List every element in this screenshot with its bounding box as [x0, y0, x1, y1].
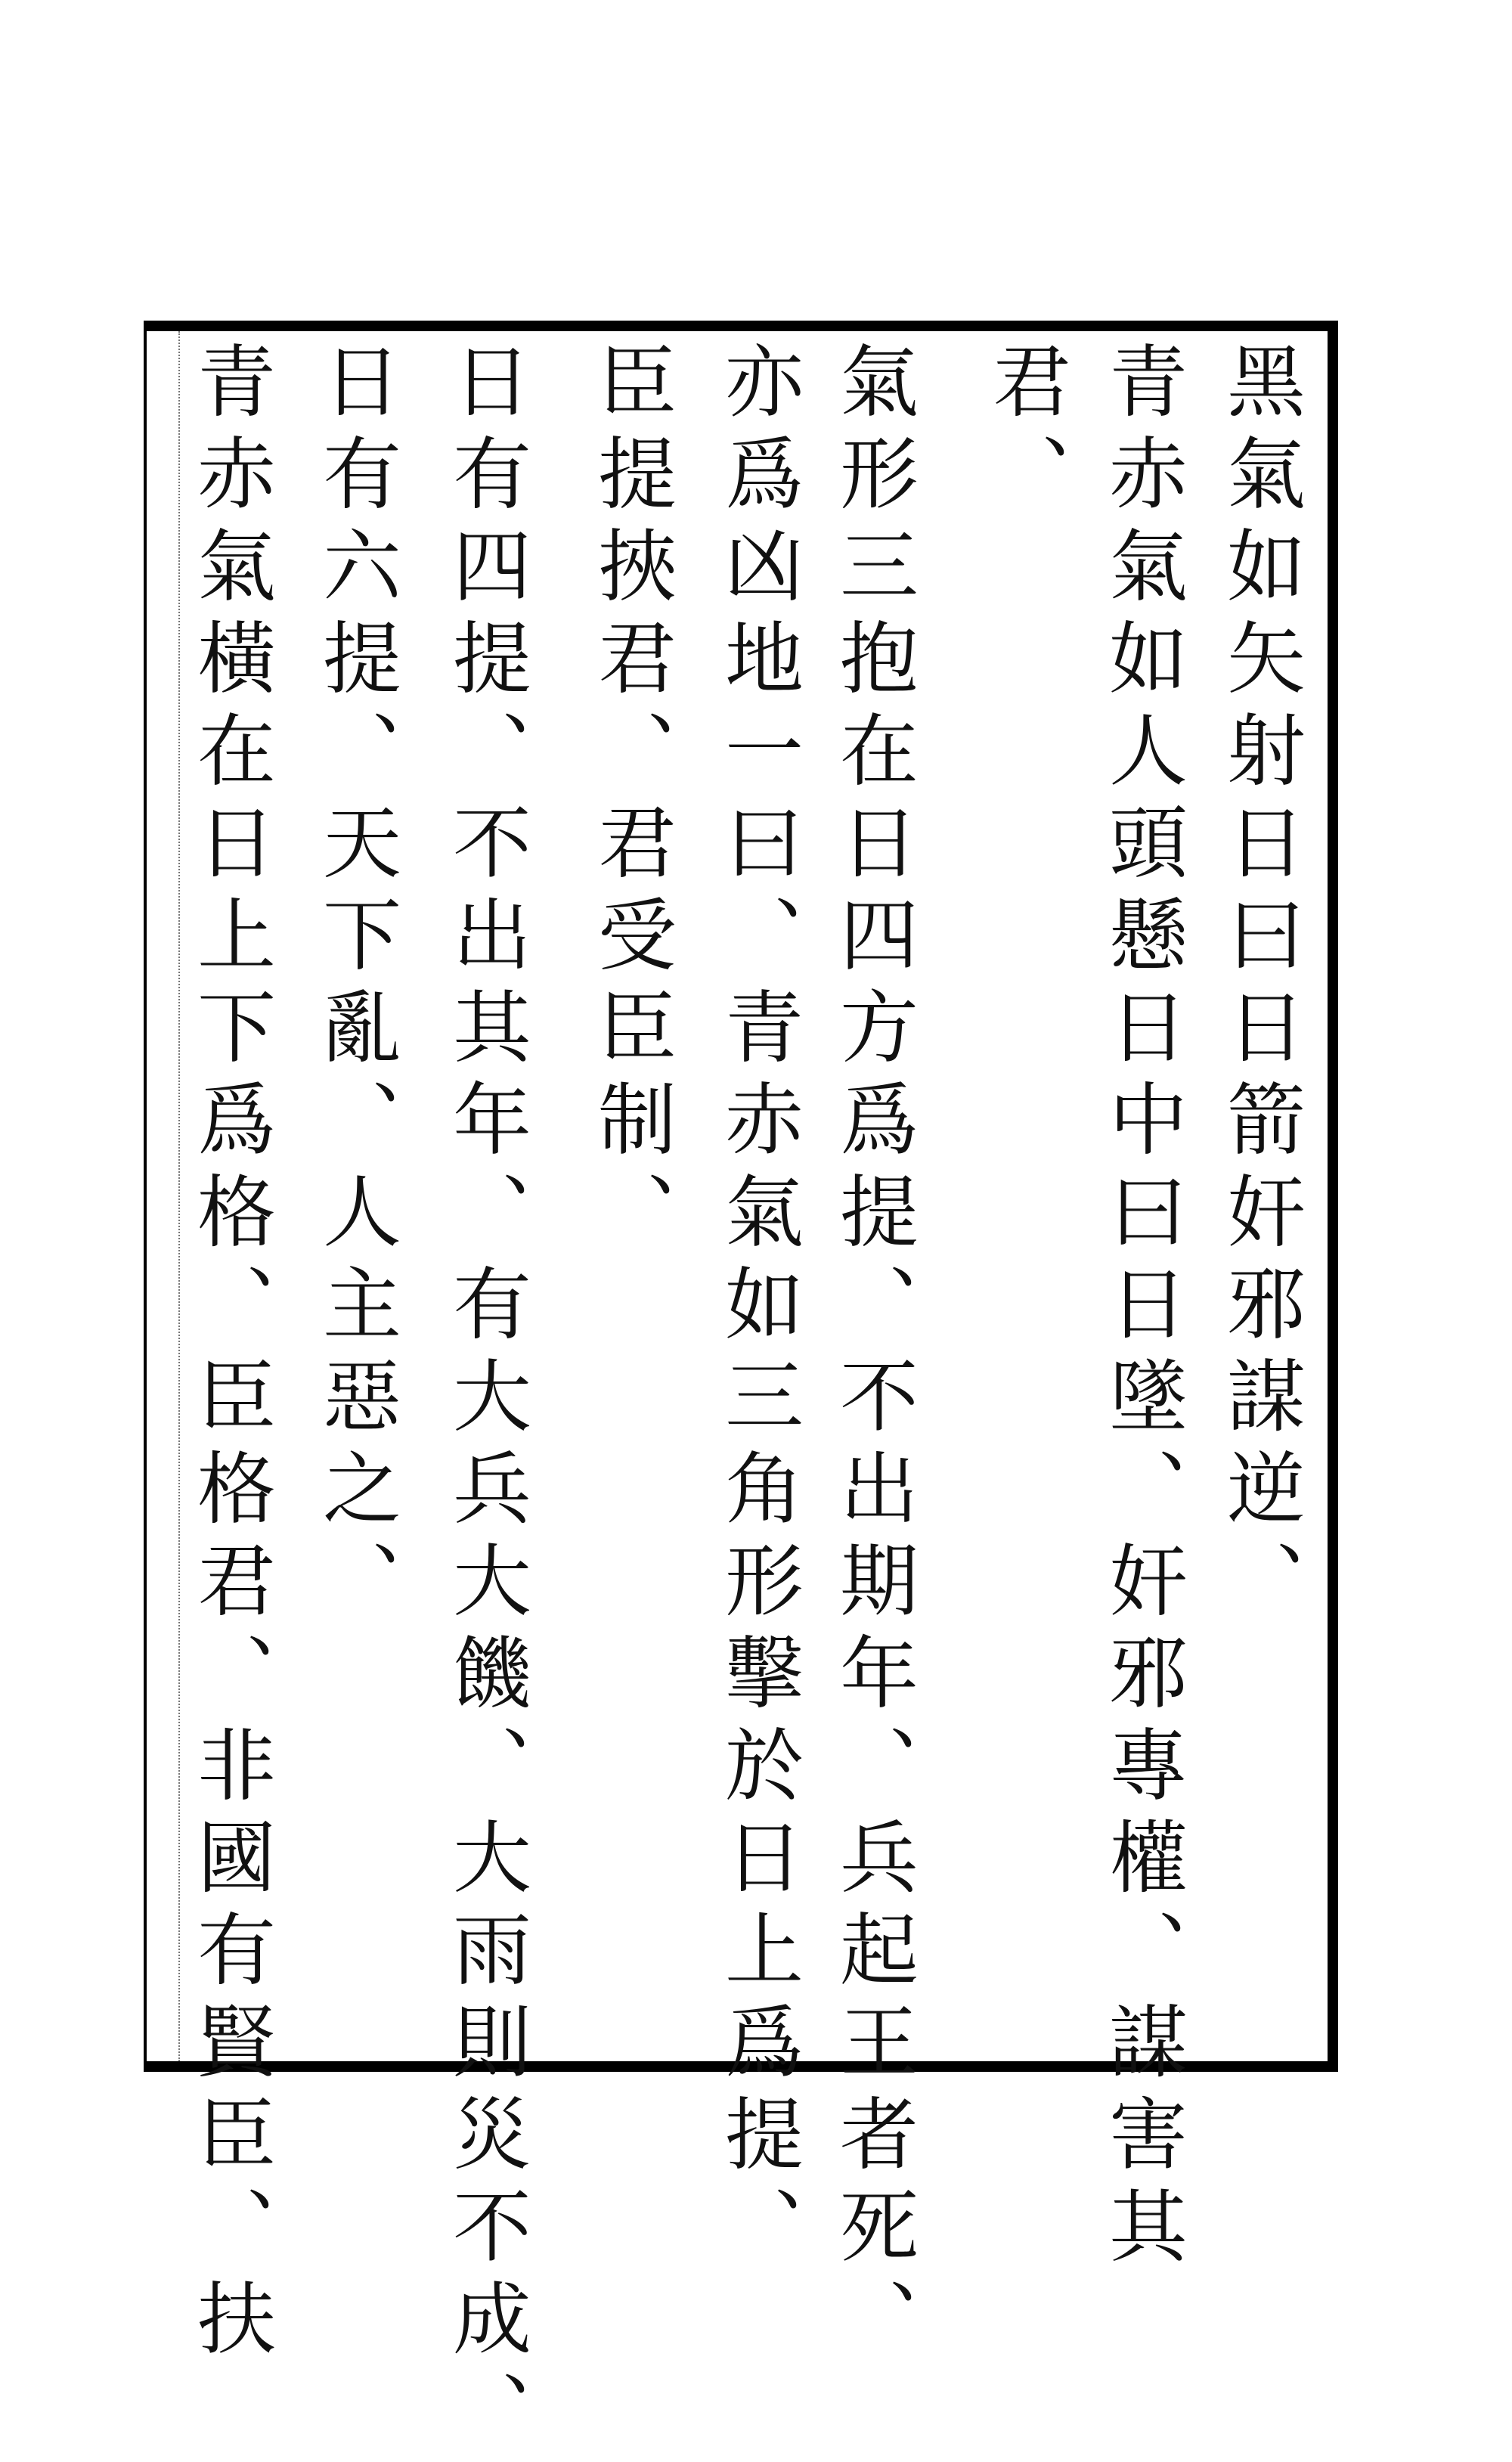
binding-gutter [144, 331, 180, 2061]
text-column-1: 黑氣如矢射日曰日箭奸邪謀逆、 [1213, 340, 1306, 1632]
text-column-7: 日有四提、不出其年、有大兵大饑、大雨則災不成、 [439, 340, 531, 2462]
text-column-8: 日有六提、天下亂、人主惡之、 [309, 340, 401, 1632]
text-column-6: 臣提挾君、君受臣制、 [584, 340, 677, 1263]
text-column-5: 亦爲凶地一曰、青赤氣如三角形擊於日上爲提、 [711, 340, 804, 2278]
text-column-3: 君、 [979, 340, 1071, 525]
text-column-2: 青赤氣如人頭懸日中曰日墜、奸邪專權、謀害其 [1095, 340, 1188, 2278]
text-column-4: 氣形三抱在日四方爲提、不出期年、兵起王者死、 [826, 340, 919, 2370]
text-column-9: 青赤氣橫在日上下爲格、臣格君、非國有賢臣、扶 [184, 340, 276, 2370]
